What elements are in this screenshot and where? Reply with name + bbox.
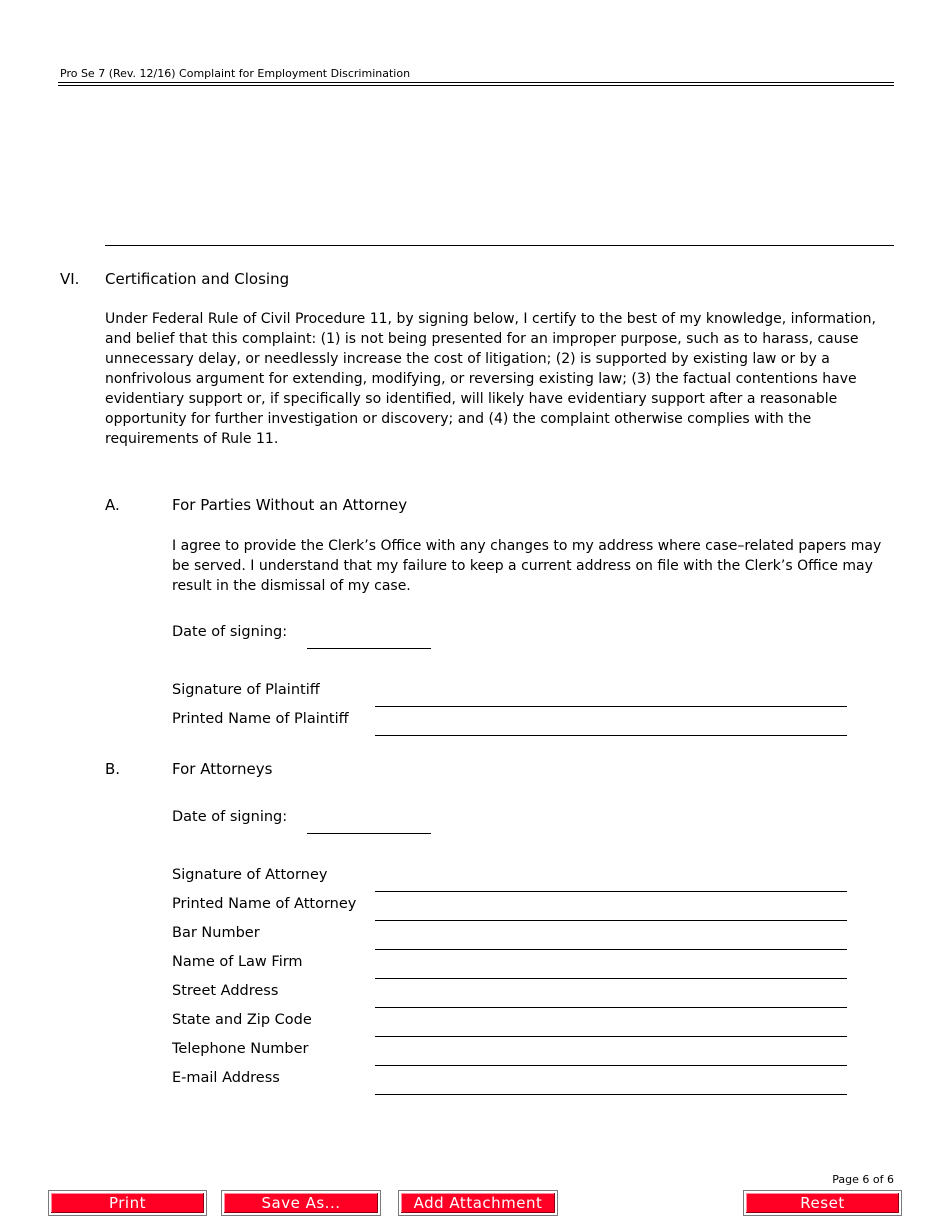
street-address-label: Street Address — [172, 983, 279, 999]
field-underline — [375, 1065, 847, 1066]
subsection-letter-b: B. — [105, 760, 121, 778]
field-underline — [375, 1036, 847, 1037]
bar-number-input[interactable] — [375, 928, 847, 948]
certification-paragraph: Under Federal Rule of Civil Procedure 11, by signing below, I certify to the best of my knowledge, information, and belief that this complaint: (1) is not being presented for an improper purpose, such as to harass, cause unnecessary delay, or needlessly increase the cost of litigation; (2) is supported by existing law or by a nonfrivolous argument for extending, modifying, or reversing existing law; (3) the factual contentions have evidentiary support or, if specifically so identified, will likely have evidentiary support after a reasonable opportunity for further investigation or discovery; and (4) the complaint otherwise complies with the requirements of Rule 11. — [105, 311, 876, 447]
printed-name-of-attorney-label: Printed Name of Attorney — [172, 896, 357, 912]
signature-of-attorney-label: Signature of Attorney — [172, 867, 328, 883]
plaintiff-date-of-signing-input[interactable] — [307, 627, 431, 647]
field-underline — [375, 920, 847, 921]
printed-name-of-attorney-input[interactable] — [375, 899, 847, 919]
date-field-underline — [307, 833, 431, 834]
subsection-title-a: For Parties Without an Attorney — [172, 496, 408, 514]
printed-name-of-plaintiff-input[interactable] — [375, 714, 847, 734]
email-address-input[interactable] — [375, 1073, 847, 1093]
section-title: Certification and Closing — [105, 270, 290, 288]
date-of-signing-label: Date of signing: — [172, 624, 288, 640]
name-of-law-firm-input[interactable] — [375, 957, 847, 977]
continuation-field-underline — [105, 245, 894, 246]
header-rule — [58, 82, 894, 83]
add-attachment-button[interactable]: Add Attachment — [399, 1191, 557, 1215]
section-number: VI. — [60, 270, 80, 288]
header-rule-double — [58, 85, 894, 86]
previous-section-continuation-field[interactable] — [105, 100, 894, 240]
page-indicator: Page 6 of 6 — [832, 1173, 894, 1186]
field-underline — [375, 978, 847, 979]
reset-button[interactable]: Reset — [744, 1191, 901, 1215]
save-as-button[interactable]: Save As... — [222, 1191, 380, 1215]
date-of-signing-label: Date of signing: — [172, 809, 288, 825]
form-header: Pro Se 7 (Rev. 12/16) Complaint for Employment Discrimination — [60, 67, 411, 80]
field-underline — [375, 1007, 847, 1008]
printed-name-field-underline — [375, 735, 847, 736]
date-field-underline — [307, 648, 431, 649]
state-and-zip-code-input[interactable] — [375, 1015, 847, 1035]
name-of-law-firm-label: Name of Law Firm — [172, 954, 303, 970]
field-underline — [375, 1094, 847, 1095]
printed-name-of-plaintiff-label: Printed Name of Plaintiff — [172, 711, 349, 727]
signature-of-plaintiff-label: Signature of Plaintiff — [172, 682, 320, 698]
telephone-number-input[interactable] — [375, 1044, 847, 1064]
subsection-letter-a: A. — [105, 496, 120, 514]
attorney-date-of-signing-input[interactable] — [307, 812, 431, 832]
state-and-zip-code-label: State and Zip Code — [172, 1012, 312, 1028]
subsection-title-b: For Attorneys — [172, 760, 273, 778]
telephone-number-label: Telephone Number — [172, 1041, 309, 1057]
street-address-input[interactable] — [375, 986, 847, 1006]
email-address-label: E-mail Address — [172, 1070, 280, 1086]
field-underline — [375, 949, 847, 950]
attorney-signature-line[interactable] — [375, 891, 847, 892]
print-button[interactable]: Print — [49, 1191, 206, 1215]
bar-number-label: Bar Number — [172, 925, 260, 941]
plaintiff-signature-line[interactable] — [375, 706, 847, 707]
address-agreement-paragraph: I agree to provide the Clerk’s Office with any changes to my address where case–related papers may be served. I understand that my failure to keep a current address on file with the Clerk’s Office may result in the dismissal of my case. — [172, 538, 882, 594]
